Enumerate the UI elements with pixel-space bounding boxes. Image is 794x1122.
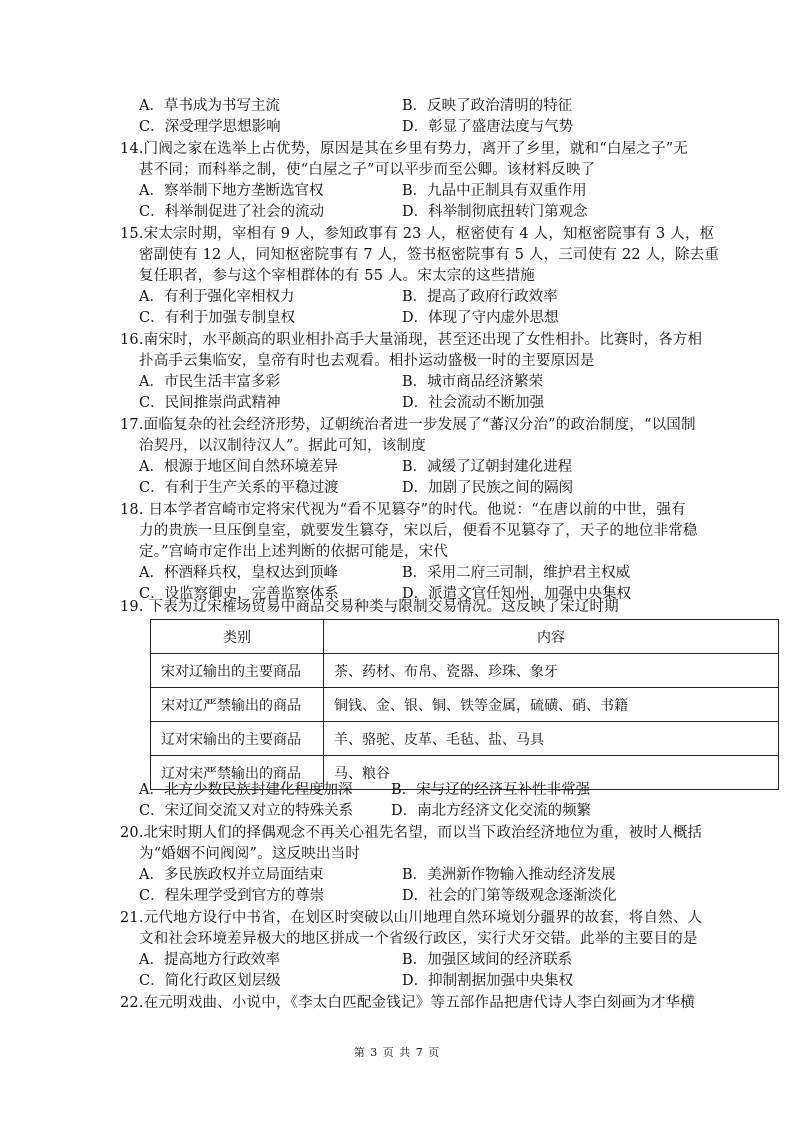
q14-option-b: B．九品中正制具有双重作用 bbox=[402, 183, 587, 199]
q15-stem-line-2: 密副使有 12 人，同知枢密院事有 7 人，签书枢密院事有 5 人，三司使有 22 人，除去重 bbox=[139, 247, 720, 263]
q16-option-c: C．民间推崇尚武精神 bbox=[139, 395, 281, 411]
q20-stem-line-1: 20.北宋时期人们的择偶观念不再关心祖先名望，而以当下政治经济地位为重，被时人概括 bbox=[120, 825, 703, 841]
table-cell-content: 马、粮谷 bbox=[324, 756, 779, 790]
q21-stem-line-1: 21.元代地方设行中书省，在划区时突破以山川地理自然环境划分疆界的故套，将自然、人 bbox=[120, 910, 703, 926]
q21-option-c: C．简化行政区划层级 bbox=[139, 973, 281, 989]
q19-stem-line-1: 19. 下表为辽宋榷场贸易中商品交易种类与限制交易情况。这反映了宋辽时期 bbox=[120, 599, 619, 615]
q19-option-d: D．南北方经济文化交流的频繁 bbox=[391, 803, 592, 819]
q20-stem-line-2: 为“婚姻不问阀阅”。这反映出当时 bbox=[139, 846, 361, 862]
q17-stem-line-2: 治契丹，以汉制待汉人”。据此可知，该制度 bbox=[139, 438, 426, 454]
table-cell-content: 茶、药材、布帛、瓷器、珍珠、象牙 bbox=[324, 654, 779, 688]
q14-stem-line-2: 甚不同；而科举之制，使“白屋之子”可以平步而至公卿。该材料反映了 bbox=[139, 162, 596, 178]
q16-stem-line-1: 16.南宋时，水平颇高的职业相扑高手大量涌现，甚至还出现了女性相扑。比赛时，各方相 bbox=[120, 332, 703, 348]
q19-option-b: B．宋与辽的经济互补性非常强 bbox=[391, 782, 591, 798]
table-cell-content: 铜钱、金、银、铜、铁等金属，硫磺、硝、书籍 bbox=[324, 688, 779, 722]
q17-option-d: D．加剧了民族之间的隔阂 bbox=[402, 480, 574, 496]
q18-stem-line-1: 18. 日本学者宫崎市定将宋代视为“看不见篡夺”的时代。他说：“在唐以前的中世，强有 bbox=[120, 502, 686, 518]
q20-option-d: D．社会的门第等级观念逐渐淡化 bbox=[402, 888, 617, 904]
trade-table bbox=[150, 619, 779, 790]
q22-stem-line-1: 22.在元明戏曲、小说中，《李太白匹配金钱记》等五部作品把唐代诗人李白刻画为才华横 bbox=[120, 995, 696, 1011]
q14-stem-line-1: 14.门阀之家在选举上占优势，原因是其在乡里有势力，离开了乡里，就和“白屋之子”无 bbox=[120, 141, 689, 157]
table-cell-category: 宋对辽输出的主要商品 bbox=[151, 654, 324, 688]
table-cell-content: 羊、骆驼、皮革、毛毡、盐、马具 bbox=[324, 722, 779, 756]
table-cell-category: 辽对宋输出的主要商品 bbox=[151, 722, 324, 756]
q14-option-a: A．察举制下地方垄断选官权 bbox=[139, 183, 324, 199]
q17-option-b: B．减缓了辽朝封建化进程 bbox=[402, 459, 573, 475]
table-row bbox=[151, 722, 779, 756]
q13-option-c: C．深受理学思想影响 bbox=[139, 119, 281, 135]
q15-option-d: D．体现了守内虚外思想 bbox=[402, 310, 559, 326]
q18-option-d: D．派遣文官任知州，加强中央集权 bbox=[402, 586, 632, 602]
q18-option-c: C．设监察御史，完善监察体系 bbox=[139, 586, 339, 602]
q14-option-c: C．科举制促进了社会的流动 bbox=[139, 204, 325, 220]
q14-option-d: D．科举制彻底扭转门第观念 bbox=[402, 204, 588, 220]
q21-option-a: A．提高地方行政效率 bbox=[139, 952, 280, 968]
table-header-content: 内容 bbox=[324, 620, 779, 654]
q13-option-a: A．草书成为书写主流 bbox=[139, 98, 280, 114]
table-cell-category: 辽对宋严禁输出的商品 bbox=[151, 756, 324, 790]
table-header-category: 类别 bbox=[151, 620, 324, 654]
table-row bbox=[151, 654, 779, 688]
q20-option-b: B．美洲新作物输入推动经济发展 bbox=[402, 867, 616, 883]
q13-option-d: D．彰显了盛唐法度与气势 bbox=[402, 119, 574, 135]
q15-stem-line-1: 15.宋太宗时期，宰相有 9 人，参知政事有 23 人，枢密使有 4 人，知枢密院事有 3 人，枢 bbox=[120, 226, 715, 242]
q16-option-d: D．社会流动不断加强 bbox=[402, 395, 545, 411]
q17-stem-line-1: 17.面临复杂的社会经济形势，辽朝统治者进一步发展了“蕃汉分治”的政治制度，“以国制 bbox=[120, 417, 696, 433]
q20-option-c: C．程朱理学受到官方的尊崇 bbox=[139, 888, 325, 904]
q15-option-b: B．提高了政府行政效率 bbox=[402, 289, 558, 305]
q20-option-a: A．多民族政权并立局面结束 bbox=[139, 867, 324, 883]
q21-option-d: D．抑制割据加强中央集权 bbox=[402, 973, 574, 989]
q19-option-a: A．北方少数民族封建化程度加深 bbox=[139, 782, 353, 798]
q15-stem-line-3: 复任职者，参与这个宰相群体的有 55 人。宋太宗的这些措施 bbox=[139, 268, 535, 284]
q16-option-b: B．城市商品经济繁荣 bbox=[402, 374, 544, 390]
q16-stem-line-2: 扑高手云集临安，皇帝有时也去观看。相扑运动盛极一时的主要原因是 bbox=[139, 353, 595, 369]
table-cell-category: 宋对辽严禁输出的商品 bbox=[151, 688, 324, 722]
page-footer: 第 3 页 共 7 页 bbox=[353, 1046, 441, 1059]
q18-option-a: A．杯酒释兵权，皇权达到顶峰 bbox=[139, 565, 338, 581]
q16-option-a: A．市民生活丰富多彩 bbox=[139, 374, 280, 390]
q13-option-b: B．反映了政治清明的特征 bbox=[402, 98, 573, 114]
q21-stem-line-2: 文和社会环境差异极大的地区拼成一个省级行政区，实行犬牙交错。此举的主要目的是 bbox=[139, 931, 698, 947]
q17-option-a: A．根源于地区间自然环境差异 bbox=[139, 459, 338, 475]
q19-option-c: C．宋辽间交流又对立的特殊关系 bbox=[139, 803, 354, 819]
q17-option-c: C．有利于生产关系的平稳过渡 bbox=[139, 480, 339, 496]
q15-option-a: A．有利于强化宰相权力 bbox=[139, 289, 295, 305]
q18-option-b: B．采用二府三司制，维护君主权威 bbox=[402, 565, 631, 581]
table-header-row bbox=[151, 620, 779, 654]
q21-option-b: B．加强区域间的经济联系 bbox=[402, 952, 573, 968]
q18-stem-line-2: 力的贵族一旦压倒皇室，就要发生篡夺，宋以后，便看不见篡夺了，天子的地位非常稳 bbox=[139, 523, 698, 539]
table-row bbox=[151, 688, 779, 722]
q15-option-c: C．有利于加强专制皇权 bbox=[139, 310, 296, 326]
q18-stem-line-3: 定。”宫崎市定作出上述判断的依据可能是，宋代 bbox=[139, 544, 449, 560]
